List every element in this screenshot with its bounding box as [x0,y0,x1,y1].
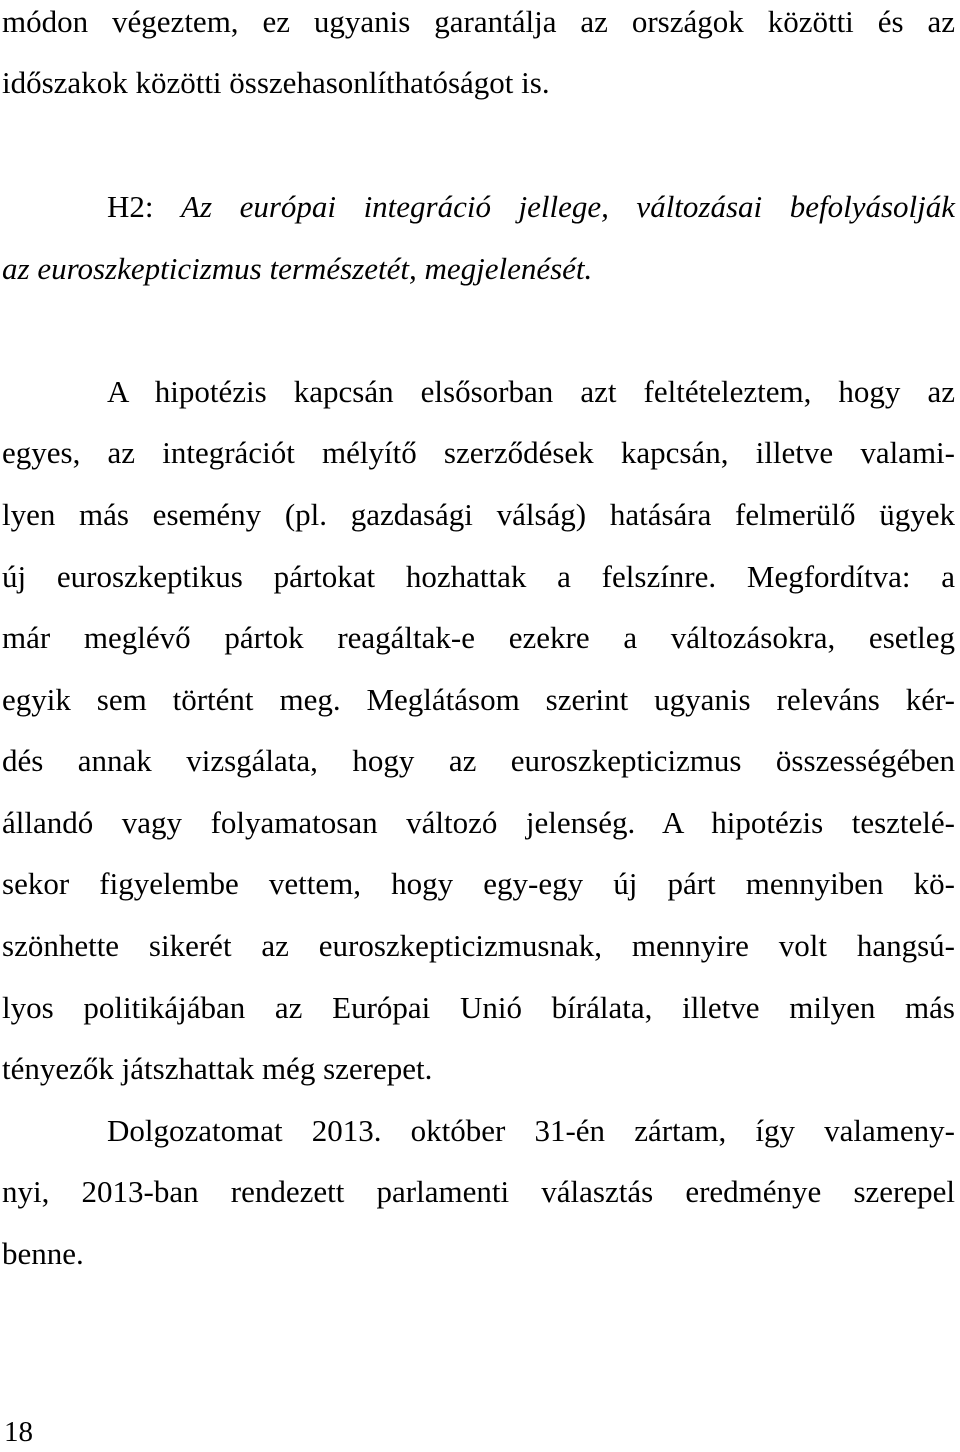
hypothesis-text: Az európai integráció jellege, változásai befolyásolják [181,189,955,224]
hypothesis-line: az euroszkepticizmus természetét, megjelenését. [2,251,593,286]
hypothesis-label: H2: [107,189,182,224]
paragraph-line: A hipotézis kapcsán elsősorban azt feltételeztem, hogy az [107,374,955,409]
paragraph-line: benne. [2,1236,84,1271]
hypothesis-line [107,187,955,227]
paragraph-line: dés annak vizsgálata, hogy az euroszkepticizmus összességében [2,743,955,778]
paragraph-line: időszakok közötti összehasonlíthatóságot is. [2,65,550,100]
paragraph-line: új euroszkeptikus pártokat hozhattak a felszínre. Megfordítva: a [2,559,955,594]
paragraph-line: tényezők játszhattak még szerepet. [2,1051,433,1086]
paragraph-line: állandó vagy folyamatosan változó jelenség. A hipotézis tesztelé- [2,805,955,840]
paragraph-line: lyen más esemény (pl. gazdasági válság) hatására felmerülő ügyek [2,497,955,532]
paragraph-line: nyi, 2013-ban rendezett parlamenti választás eredménye szerepel [2,1174,955,1209]
page-number: 18 [4,1416,33,1448]
paragraph-line: egyes, az integrációt mélyítő szerződések kapcsán, illetve valami- [2,435,955,470]
paragraph-line: lyos politikájában az Európai Unió bírálata, illetve milyen más [2,990,955,1025]
paragraph-line: egyik sem történt meg. Meglátásom szerint ugyanis releváns kér- [2,682,955,717]
paragraph-line: sekor figyelembe vettem, hogy egy-egy új párt mennyiben kö- [2,866,955,901]
paragraph-line: Dolgozatomat 2013. október 31-én zártam, így valameny- [107,1113,955,1148]
paragraph-line: szönhette sikerét az euroszkepticizmusnak, mennyire volt hangsú- [2,928,955,963]
paragraph-line: már meglévő pártok reagáltak-e ezekre a változásokra, esetleg [2,620,955,655]
paragraph-line: módon végeztem, ez ugyanis garantálja az országok közötti és az [2,4,955,39]
